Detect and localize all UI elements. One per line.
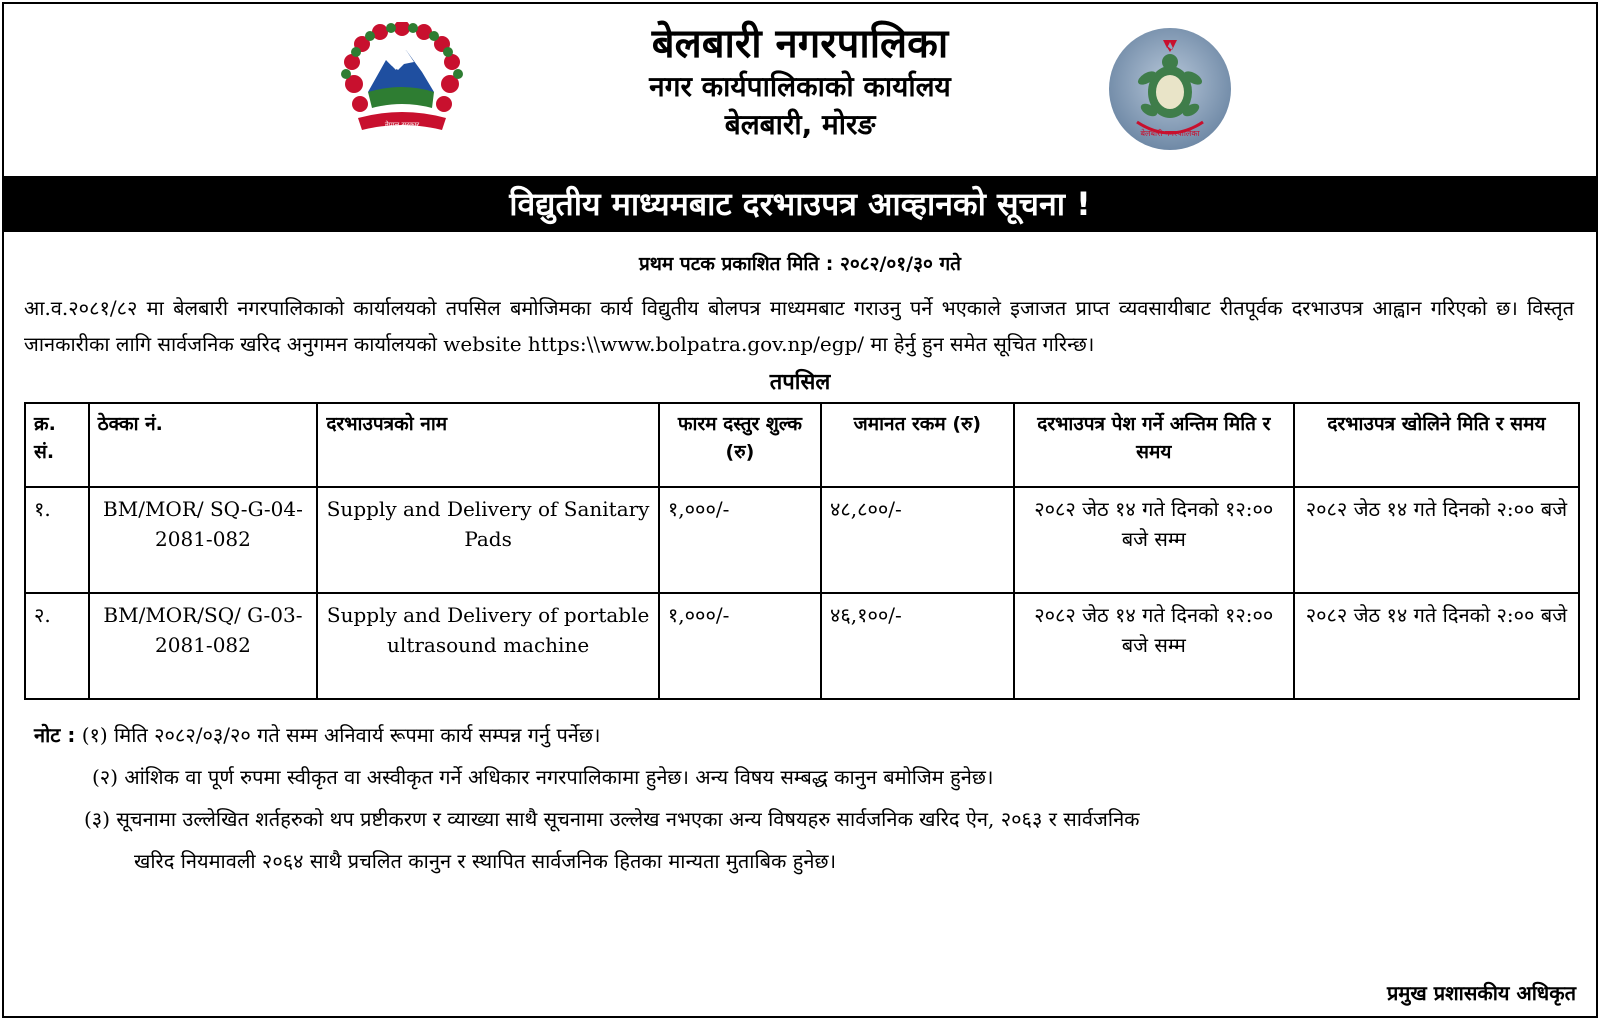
cell-submission: २०८२ जेठ १४ गते दिनको १२:०० बजे सम्म bbox=[1014, 487, 1294, 593]
col-header-name: दरभाउपत्रको नाम bbox=[317, 403, 659, 487]
header-titles bbox=[4, 20, 1596, 144]
notes-section bbox=[34, 714, 1576, 882]
cell-contract-no: BM/MOR/SQ/ G-03-2081-082 bbox=[89, 593, 318, 699]
municipality-logo-icon bbox=[1107, 26, 1233, 152]
svg-text:नेपाल सरकार: नेपाल सरकार bbox=[384, 121, 420, 129]
org-name: बेलबारी नगरपालिका bbox=[651, 21, 949, 67]
cell-sn: १. bbox=[25, 487, 89, 593]
note-3: (३) सूचनामा उल्लेखित शर्तहरुको थप प्रष्टीकरण र व्याख्या साथै सूचनामा उल्लेख नभएका अन्य विषयहरु सार्वजनिक खरिद ऐन, २०६३ र सार्वजनिक bbox=[84, 807, 1140, 831]
cell-name: Supply and Delivery of Sanitary Pads bbox=[317, 487, 659, 593]
table-row bbox=[25, 487, 1579, 593]
col-header-deposit: जमानत रकम (रु) bbox=[821, 403, 1014, 487]
cell-form-fee: १,०००/- bbox=[659, 487, 821, 593]
note-3-continued: खरिद नियमावली २०६४ साथै प्रचलित कानुन र स्थापित सार्वजनिक हितका मान्यता मुताबिक हुनेछ। bbox=[134, 849, 837, 873]
col-header-sn: क्र. सं. bbox=[25, 403, 89, 487]
signoff: प्रमुख प्रशासकीय अधिकृत bbox=[1387, 981, 1576, 1005]
col-header-submission: दरभाउपत्र पेश गर्ने अन्तिम मिति र समय bbox=[1014, 403, 1294, 487]
notes-label: नोट : bbox=[34, 723, 76, 747]
col-header-opening: दरभाउपत्र खोलिने मिति र समय bbox=[1294, 403, 1579, 487]
cell-opening: २०८२ जेठ १४ गते दिनको २:०० बजे bbox=[1294, 487, 1579, 593]
cell-name: Supply and Delivery of portable ultrasound machine bbox=[317, 593, 659, 699]
header bbox=[4, 4, 1596, 176]
svg-text:बेलबारी नगरपालिका: बेलबारी नगरपालिका bbox=[1140, 129, 1200, 138]
table-row bbox=[25, 593, 1579, 699]
note-1 bbox=[34, 714, 1576, 756]
cell-form-fee: १,०००/- bbox=[659, 593, 821, 699]
cell-contract-no: BM/MOR/ SQ-G-04-2081-082 bbox=[89, 487, 318, 593]
bids-table bbox=[24, 402, 1580, 700]
notice-page bbox=[2, 2, 1598, 1018]
table-title: तपसिल bbox=[769, 370, 831, 395]
location: बेलबारी, मोरङ bbox=[724, 108, 876, 141]
publication-date: प्रथम पटक प्रकाशित मिति : २०८२/०१/३० गते bbox=[638, 253, 962, 275]
note-2: (२) आंशिक वा पूर्ण रुपमा स्वीकृत वा अस्वीकृत गर्ने अधिकार नगरपालिकामा हुनेछ। अन्य विषय सम्बद्ध कानुन बमोजिम हुनेछ। bbox=[92, 765, 994, 789]
office-name: नगर कार्यपालिकाको कार्यालय bbox=[649, 70, 951, 103]
intro-paragraph: आ.व.२०८१/८२ मा बेलबारी नगरपालिकाको कार्यालयको तपसिल बमोजिमका कार्य विद्युतीय बोलपत्र माध्यमबाट गराउनु पर्ने भएकाले इजाजत प्राप्त व्यवसायीबाट रीतपूर्वक दरभाउपत्र आह्वान गरिएको छ। विस्तृत जानकारीका लागि सार्वजनिक खरिद अनुगमन कार्यालयको website https:\\www.bolpatra.gov.np/egp/ मा हेर्नु हुन समेत सूचित गरिन्छ। bbox=[24, 296, 1574, 356]
cell-submission: २०८२ जेठ १४ गते दिनको १२:०० बजे सम्म bbox=[1014, 593, 1294, 699]
col-header-contract-no: ठेक्का नं. bbox=[89, 403, 318, 487]
cell-opening: २०८२ जेठ १४ गते दिनको २:०० बजे bbox=[1294, 593, 1579, 699]
cell-deposit: ४८,८००/- bbox=[821, 487, 1014, 593]
notice-banner: विद्युतीय माध्यमबाट दरभाउपत्र आव्हानको सूचना ! bbox=[4, 176, 1596, 232]
table-header-row bbox=[25, 403, 1579, 487]
note-1-text: (१) मिति २०८२/०३/२० गते सम्म अनिवार्य रूपमा कार्य सम्पन्न गर्नु पर्नेछ। bbox=[81, 723, 601, 747]
col-header-form-fee: फारम दस्तुर शुल्क (रु) bbox=[659, 403, 821, 487]
cell-deposit: ४६,१००/- bbox=[821, 593, 1014, 699]
cell-sn: २. bbox=[25, 593, 89, 699]
